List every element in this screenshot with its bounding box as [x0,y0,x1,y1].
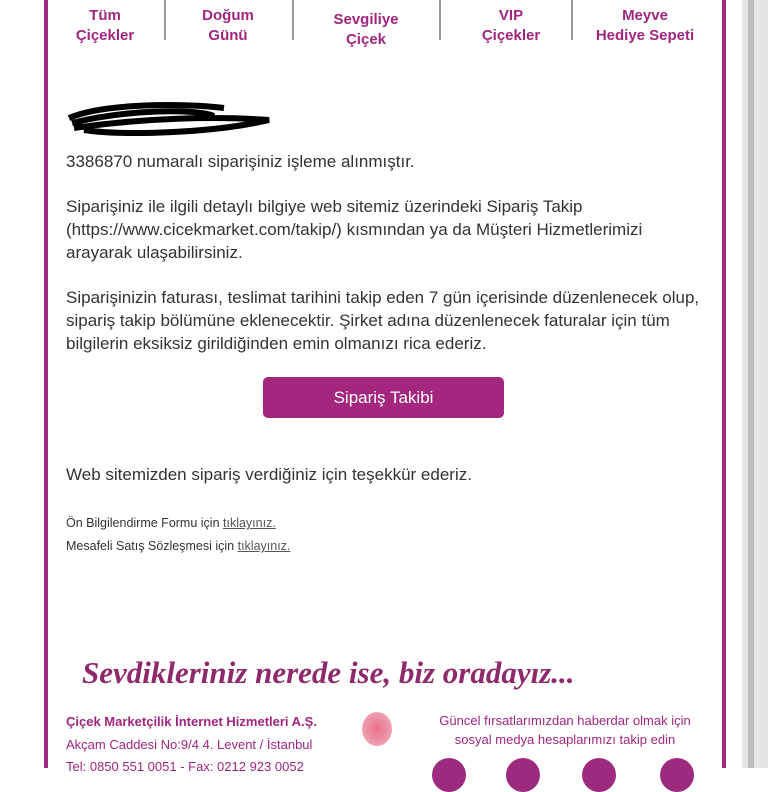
social-text-2: sosyal medya hesaplarımızı takip edin [454,732,676,747]
preinfo-form-link[interactable]: tıklayınız. [223,516,276,530]
invoice-text: Siparişinizin faturası, teslimat tarihini takip eden 7 gün içerisinde düzenlenecek olup, sipariş takip bölümüne eklenecektir. Şirket adına düzenlenecek faturalar için tüm bilgilerin eksiksiz girildiğinden emin olmanızı rica ederiz. [66,288,700,353]
company-phone: Tel: 0850 551 0051 - Fax: 0212 923 0052 [66,759,304,774]
nav-birthday[interactable]: Doğum Günü [202,7,254,44]
nav-fruit-basket[interactable]: Meyve Hediye Sepeti [595,7,695,44]
company-address: Akçam Caddesi No:9/4 4. Levent / İstanbul [66,737,313,752]
footer-slogan: Sevdikleriniz nerede ise, biz oradayız... [82,655,575,690]
social-text-1: Güncel fırsatlarımızdan haberdar olmak için [439,713,691,728]
company-name: Çiçek Marketçilik İnternet Hizmetleri A.Ş. [66,714,317,729]
distance-contract-link[interactable]: tıklayınız. [237,539,291,553]
scrollbar[interactable] [742,0,768,768]
order-tracking-button[interactable]: Sipariş Takibi [263,377,504,418]
nav-valentine[interactable]: Sevgiliye Çiçek [333,11,399,48]
nav-all-flowers[interactable]: Tüm Çiçekler [75,7,135,44]
order-number-text: 3386870 numaralı siparişiniz işleme alınmıştır. [66,152,415,171]
facebook-icon[interactable] [432,758,466,792]
message-body: 3386870 numaralı siparişiniz işleme alınmıştır. Siparişiniz ile ilgili detaylı bilgiye web sitemiz üzerindeki Sipariş Takip (https://www.cicekmarket.com/takip/) kısmından ya da Müşteri Hizmetlerimizi arayarak ulaşabilirsiniz. Siparişinizin faturası, teslimat tarihini takip eden 7 gün içerisinde düzenlenecek olup, sipariş takip bölümüne eklenecektir. Şirket adına düzenlenecek faturalar için tüm bilgilerin eksiksiz girildiğinden emin olmanızı rica ederiz. Sipariş Takibi Web sitemizden sipariş verdiğiniz için teşekkür ederiz. Ön Bilgilendirme Formu için tıklayınız. Mesafeli Satış Sözleşmesi için tıklayınız. [66,150,711,558]
nav-vip[interactable]: VIP Çiçekler [481,7,541,44]
category-nav [48,0,722,50]
instagram-icon[interactable] [582,758,616,792]
order-detail-text: Siparişiniz ile ilgili detaylı bilgiye web sitemiz üzerindeki Sipariş Takip (https://www.cicekmarket.com/takip/) kısmından ya da Müşteri Hizmetlerimizi arayarak ulaşabilirsiniz. [66,197,643,262]
redacted-name-scribble [64,98,274,138]
youtube-icon[interactable] [660,758,694,792]
twitter-icon[interactable] [506,758,540,792]
thanks-text: Web sitemizden sipariş verdiğiniz için teşekkür ederiz. [66,465,472,484]
rose-icon [362,712,392,746]
